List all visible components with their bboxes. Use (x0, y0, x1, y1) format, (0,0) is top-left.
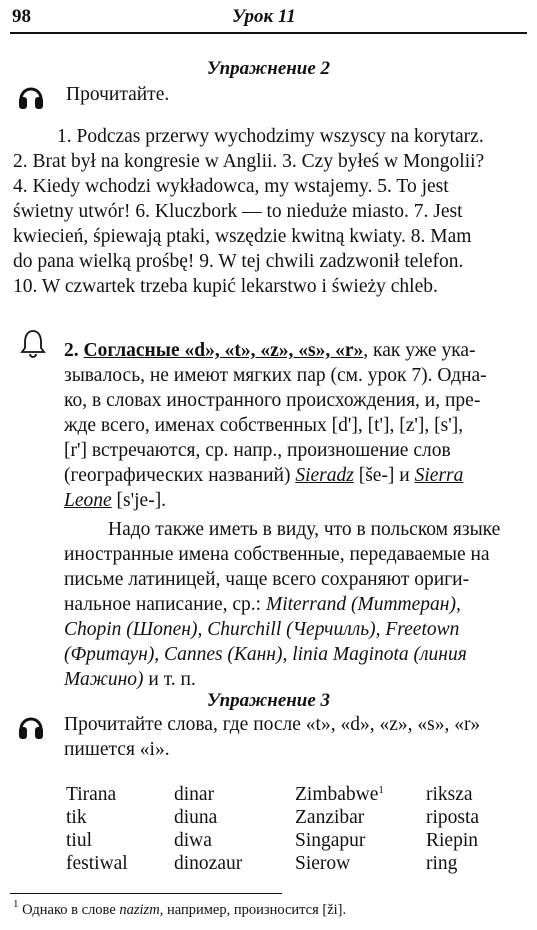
word-cell: Riepin (426, 830, 478, 851)
footnote (13, 898, 347, 919)
text-line (64, 488, 527, 513)
text-line: жде всего, именах собственных [d'], [t'], [z'], [s'], (64, 415, 464, 436)
table-row (66, 830, 526, 853)
word: Zimbabwe (295, 784, 379, 805)
text-line: 4. Kiedy wchodzi wykładowca, my wstajemy. 5. To jest (13, 176, 449, 197)
rule-number: 2. (64, 340, 79, 361)
header-rule (10, 32, 527, 34)
word-cell: Singapur (295, 830, 366, 851)
text-line: Прочитайте слова, где после «t», «d», «z», «s», «r» (64, 714, 481, 735)
text-line: 10. W czwartek trzeba kupić lekarstwo i świeży chleb. (13, 276, 438, 297)
word-cell: diwa (174, 830, 212, 851)
table-row (66, 807, 526, 830)
table-row (66, 853, 526, 876)
word-table (66, 784, 526, 876)
exercise-3-title: Упражнение 3 (206, 690, 331, 711)
rule-term: Согласные «d», «t», «z», «s», «r» (83, 340, 364, 361)
word-cell: tik (66, 807, 87, 828)
word-cell: ring (426, 853, 458, 874)
word-cell: dinozaur (174, 853, 243, 874)
text-span: [še-] и (358, 465, 410, 486)
text-line: зывалось, не имеют мягких пар (см. урок 7). Одна- (64, 365, 487, 386)
text-line: 2. Согласные «d», «t», «z», «s», «r», как уже ука- (64, 340, 476, 361)
word-cell: dinar (174, 784, 215, 805)
text-line: 1. Podczas przerwy wychodzimy wszyscy na korytarz. (57, 126, 484, 147)
text-line: 2. Brat był na kongresie w Anglii. 3. Czy byłeś w Mongolii? (13, 151, 485, 172)
example-word: Leone (64, 490, 112, 511)
page-number: 98 (12, 6, 31, 27)
text-line (64, 667, 527, 692)
text-line: ко, в словах иностранного происхождения, и, пре- (64, 390, 481, 411)
text-span: как уже ука- (373, 340, 476, 361)
example-word: Sierra (414, 465, 464, 486)
text-line: письме латиницей, чаще всего сохраняют ориги- (64, 569, 470, 590)
headphones-icon (16, 82, 46, 112)
rule-paragraph-1 (64, 338, 527, 692)
example-text: Chopin (Шопен), Churchill (Черчилль), Freetown (64, 619, 460, 640)
text-line: świetny utwór! 6. Kluczbork — to nieduże miasto. 7. Jest (13, 201, 463, 222)
exercise-2-text (13, 124, 527, 299)
footnote-mark: 1 (13, 898, 19, 910)
word-cell (295, 784, 426, 807)
text-line (64, 463, 527, 488)
text-span: Однако в слове (22, 902, 116, 918)
text-line (64, 592, 527, 617)
headphones-icon (16, 712, 46, 742)
running-title: Урок 11 (232, 6, 296, 27)
word-cell: riksza (426, 784, 473, 805)
text-span: нальное написание, ср.: (64, 594, 262, 615)
text-line: [r'] встречаются, ср. напр., произношение слов (64, 440, 451, 461)
footnote-rule (10, 893, 282, 894)
word-cell: Sierow (295, 853, 351, 874)
text-line: пишется «i». (64, 739, 170, 760)
word-cell: festiwal (66, 853, 128, 874)
bell-icon (18, 328, 48, 358)
exercise-3-instruction (64, 712, 527, 762)
word-cell: riposta (426, 807, 480, 828)
example-text: Мажино) (64, 669, 144, 690)
footnote-mark: 1 (378, 784, 384, 796)
text-span: (географических названий) (64, 465, 291, 486)
text-line: иностранные имена собственные, передаваемые на (64, 544, 490, 565)
word-cell: Zanzibar (295, 807, 365, 828)
text-line: do pana wielką prośbę! 9. W tej chwili zadzwonił telefon. (13, 251, 464, 272)
table-row (66, 784, 526, 807)
example-text: Miterrand (Миттеран), (265, 594, 461, 615)
text-span: , например, произносится [ži]. (159, 902, 347, 918)
example-text: (Фритаун), Cannes (Канн), linia Maginota (линия (64, 644, 467, 665)
text-line: Надо также иметь в виду, что в польском языке (108, 519, 501, 540)
word-cell: diuna (174, 807, 218, 828)
word-cell: tiul (66, 830, 93, 851)
exercise-2-title: Упражнение 2 (206, 58, 331, 79)
word-cell: Tirana (66, 784, 117, 805)
text-span: [s'je-]. (116, 490, 167, 511)
example-word: nazizm (119, 902, 160, 918)
text-span: и т. п. (148, 669, 196, 690)
example-word: Sieradz (295, 465, 354, 486)
text-line: kwiecień, śpiewają ptaki, wszędzie kwitną kwiaty. 8. Mam (13, 226, 472, 247)
exercise-2-instruction: Прочитайте. (66, 84, 170, 105)
